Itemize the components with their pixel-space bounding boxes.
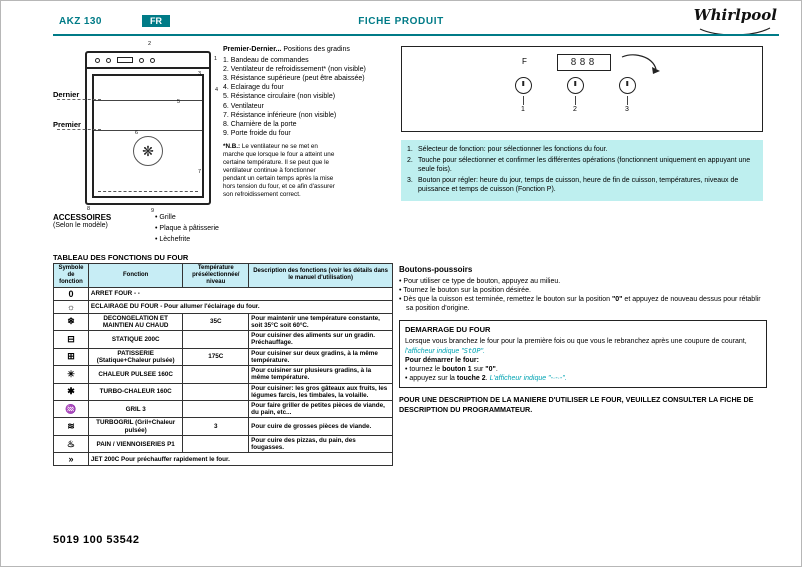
accessory-item: • Lèchefrite <box>155 235 191 243</box>
function-desc: Pour cuisiner: les gros gâteaux aux fruits, les légumes farcis, les timbales, la volaille. <box>249 383 393 400</box>
accessories-heading <box>53 213 111 229</box>
programmer-reference-note: POUR UNE DESCRIPTION DE LA MANIERE D'UTILISER LE FOUR, VEUILLEZ CONSULTER LA FICHE DE DESCRIPTION DU PROGRAMMATEUR. <box>399 395 754 415</box>
table-row <box>54 453 393 466</box>
function-desc: Pour cuire des pizzas, du pain, des fougasses. <box>249 435 393 452</box>
circular-heating-element <box>133 136 163 166</box>
turbo-heat-icon: ✱ <box>54 383 89 400</box>
control-panel-diagram <box>401 46 763 132</box>
push-button-note: • Dès que la cuisson est terminée, remettez le bouton sur la position "0" et appuyez de nouveau dessus pour rétablir sa position d'origine. <box>399 296 761 313</box>
knob-pointer-line <box>575 96 576 105</box>
patisserie-icon: ⊞ <box>54 348 89 365</box>
function-name: PATISSERIE (Statique+Chaleur pulsée) <box>88 348 183 365</box>
model-number: AKZ 130 <box>59 16 102 27</box>
accessories-list <box>155 213 219 246</box>
table-row <box>54 418 393 435</box>
page-title: FICHE PRODUIT <box>358 16 444 27</box>
push-buttons-title: Boutons-poussoirs <box>399 265 473 274</box>
function-name: GRIL 3 <box>88 401 183 418</box>
table-row <box>54 348 393 365</box>
oven-cavity <box>92 74 204 198</box>
startup-box <box>399 320 767 388</box>
preset-temp: 175C <box>183 348 249 365</box>
bread-icon: ♨ <box>54 435 89 452</box>
function-name: ARRET FOUR - - <box>88 287 392 300</box>
clock-display <box>557 54 611 71</box>
jet-icon: » <box>54 453 89 466</box>
header-divider <box>53 34 779 36</box>
position-item: 3. Résistance supérieure (peut être abaissée) <box>223 75 365 83</box>
col-fonction: Fonction <box>88 264 183 288</box>
table-row <box>54 383 393 400</box>
shelf-pointer-line <box>57 99 101 100</box>
shelf-positions-list <box>223 45 395 199</box>
knob-number: 1 <box>521 106 525 113</box>
oven-knob-icon <box>95 58 100 63</box>
col-symbol: Symbole de fonction <box>54 264 89 288</box>
preset-temp <box>183 331 249 348</box>
display-digits: 888 <box>570 57 598 68</box>
confirm-button-knob <box>566 77 584 113</box>
preset-temp <box>183 366 249 383</box>
startup-steps-label: Pour démarrer le four: <box>405 356 479 364</box>
col-temp: Température présélectionnée/ niveau <box>183 264 249 288</box>
function-name: ECLAIRAGE DU FOUR - Pour allumer l'éclairage du four. <box>88 300 392 313</box>
table-row <box>54 401 393 418</box>
table-row <box>54 366 393 383</box>
knob-pointer-line <box>627 96 628 105</box>
preset-temp: 35C <box>183 313 249 330</box>
position-item: 2. Ventilateur de refroidissement* (non visible) <box>223 66 366 74</box>
function-name: TURBOGRIL (Gril+Chaleur pulsée) <box>88 418 183 435</box>
brand-name: Whirlpool <box>693 6 777 24</box>
oven-part-number: 6 <box>135 130 139 136</box>
grill-icon: ♒ <box>54 401 89 418</box>
function-desc: Pour maintenir une température constante, soit 35°C soit 60°C. <box>249 313 393 330</box>
shelf-level-first <box>94 130 202 131</box>
fan-icon: ❋ <box>142 143 154 159</box>
position-item: 9. Porte froide du four <box>223 129 291 137</box>
function-desc: Pour cuisiner des aliments sur un gradin. Préchauffage. <box>249 331 393 348</box>
startup-title: DEMARRAGE DU FOUR <box>405 325 491 335</box>
knob-number: 3 <box>625 106 629 113</box>
function-name: STATIQUE 200C <box>88 331 183 348</box>
table-row <box>54 300 393 313</box>
accessories-title: ACCESSOIRES <box>53 213 112 222</box>
control-note: 2. Touche pour sélectionner et confirmer les différentes opérations (fonctionnent uniquement en appuyant une seule fois). <box>407 157 751 174</box>
accessory-item: • Plaque à pâtisserie <box>155 224 219 232</box>
preset-temp <box>183 435 249 452</box>
turbo-grill-icon: ≋ <box>54 418 89 435</box>
function-desc: Pour cuisiner sur plusieurs gradins, à la même température. <box>249 366 393 383</box>
function-selector-knob <box>514 77 532 113</box>
knob-number: 2 <box>573 106 577 113</box>
oven-control-strip <box>87 53 209 69</box>
knob-icon <box>515 77 532 94</box>
shelf-level-last <box>94 100 202 101</box>
shelf-label-premier: Premier <box>53 120 81 129</box>
fan-note: *N.B.: Le ventilateur ne se met en marche que lorsque le four a atteint une certaine température. Il se peut que le ventilateur continue à fonctionner pendant un certain temps après la mise hors tension du four, et ce afin d'assurer son refroidissement correct. <box>223 142 335 199</box>
table-row <box>54 313 393 330</box>
whirlpool-logo <box>694 8 777 41</box>
oven-part-number: 5 <box>177 99 181 105</box>
startup-step: • tournez le bouton 1 sur "0". <box>405 365 498 373</box>
oven-diagram <box>85 51 211 205</box>
right-column <box>399 265 767 415</box>
function-name: PAIN / VIENNOISERIES P1 <box>88 435 183 452</box>
oven-part-number: 2 <box>148 41 152 47</box>
functions-table-title: TABLEAU DES FONCTIONS DU FOUR <box>53 253 189 262</box>
defrost-icon: ❄ <box>54 313 89 330</box>
oven-knob-icon <box>106 58 111 63</box>
preset-temp <box>183 383 249 400</box>
position-item: 6. Ventilateur <box>223 102 264 110</box>
position-item: 8. Charnière de la porte <box>223 120 297 128</box>
rotate-arrow-icon <box>620 52 662 76</box>
oven-part-number: 4 <box>215 87 219 93</box>
preset-temp: 3 <box>183 418 249 435</box>
adjust-knob <box>618 77 636 113</box>
knob-icon <box>619 77 636 94</box>
function-desc: Pour cuisiner sur deux gradins, à la même température. <box>249 348 393 365</box>
table-row <box>54 435 393 452</box>
positions-heading: Premier-Dernier... Positions des gradins <box>223 46 350 53</box>
display-text-stop: StOP <box>463 346 481 355</box>
oven-part-number: 3 <box>198 71 202 77</box>
function-name: JET 200C Pour préchauffer rapidement le four. <box>88 453 392 466</box>
lamp-icon: ☼ <box>54 300 89 313</box>
position-item: 1. Bandeau de commandes <box>223 57 309 65</box>
arret-icon: 0 <box>54 287 89 300</box>
col-desc: Description des fonctions (voir les détails dans le manuel d'utilisation) <box>249 264 393 288</box>
accessory-item: • Grille <box>155 214 176 221</box>
oven-knob-icon <box>139 58 144 63</box>
static-icon: ⊟ <box>54 331 89 348</box>
function-desc: Pour faire griller de petites pièces de viande, du pain, etc... <box>249 401 393 418</box>
position-item: 5. Résistance circulaire (non visible) <box>223 93 336 101</box>
shelf-pointer-line <box>57 129 101 130</box>
push-button-note: • Pour utiliser ce type de bouton, appuyez au milieu. <box>399 278 561 285</box>
document-code: 5019 100 53542 <box>53 534 140 546</box>
fan-cook-icon: ✳ <box>54 366 89 383</box>
function-desc: Pour cuire de grosses pièces de viande. <box>249 418 393 435</box>
control-notes-box <box>401 140 763 201</box>
functions-table <box>53 263 393 466</box>
control-note: 3. Bouton pour régler: heure du jour, temps de cuisson, heure de fin de cuisson, températures, niveaux de puissance et temps de cuisson (Fonction P). <box>407 177 739 194</box>
function-name: CHALEUR PULSEE 160C <box>88 366 183 383</box>
dial-setting-label: F <box>522 57 527 66</box>
accessories-subtitle: (Selon le modèle) <box>53 222 108 229</box>
knob-pointer-line <box>523 96 524 105</box>
table-row <box>54 287 393 300</box>
push-button-note: • Tournez le bouton sur la position désirée. <box>399 287 531 295</box>
control-note: 1. Sélecteur de fonction: pour sélectionner les fonctions du four. <box>407 146 608 153</box>
table-row <box>54 331 393 348</box>
lower-heating-element <box>98 191 198 192</box>
preset-temp <box>183 401 249 418</box>
shelf-label-dernier: Dernier <box>53 90 80 99</box>
startup-step: • appuyez sur la touche 2. L'afficheur indique "-·-·-". <box>405 375 567 383</box>
function-name: DECONGELATION ET MAINTIEN AU CHAUD <box>88 313 183 330</box>
oven-part-number: 1 <box>214 56 218 62</box>
oven-part-number: 8 <box>87 206 91 212</box>
oven-part-number: 9 <box>151 208 155 214</box>
knob-icon <box>567 77 584 94</box>
table-header-row <box>54 264 393 288</box>
oven-part-number: 7 <box>198 169 202 175</box>
oven-knob-icon <box>150 58 155 63</box>
oven-display-icon <box>117 57 133 63</box>
language-badge: FR <box>142 15 170 27</box>
position-item: 4. Eclairage du four <box>223 84 284 92</box>
position-item: 7. Résistance inférieure (non visible) <box>223 111 337 119</box>
startup-paragraph: Lorsque vous branchez le four pour la première fois ou que vous le rebranchez après une coupure de courant, l'afficheur indique "StOP". <box>405 338 747 355</box>
function-name: TURBO-CHALEUR 160C <box>88 383 183 400</box>
